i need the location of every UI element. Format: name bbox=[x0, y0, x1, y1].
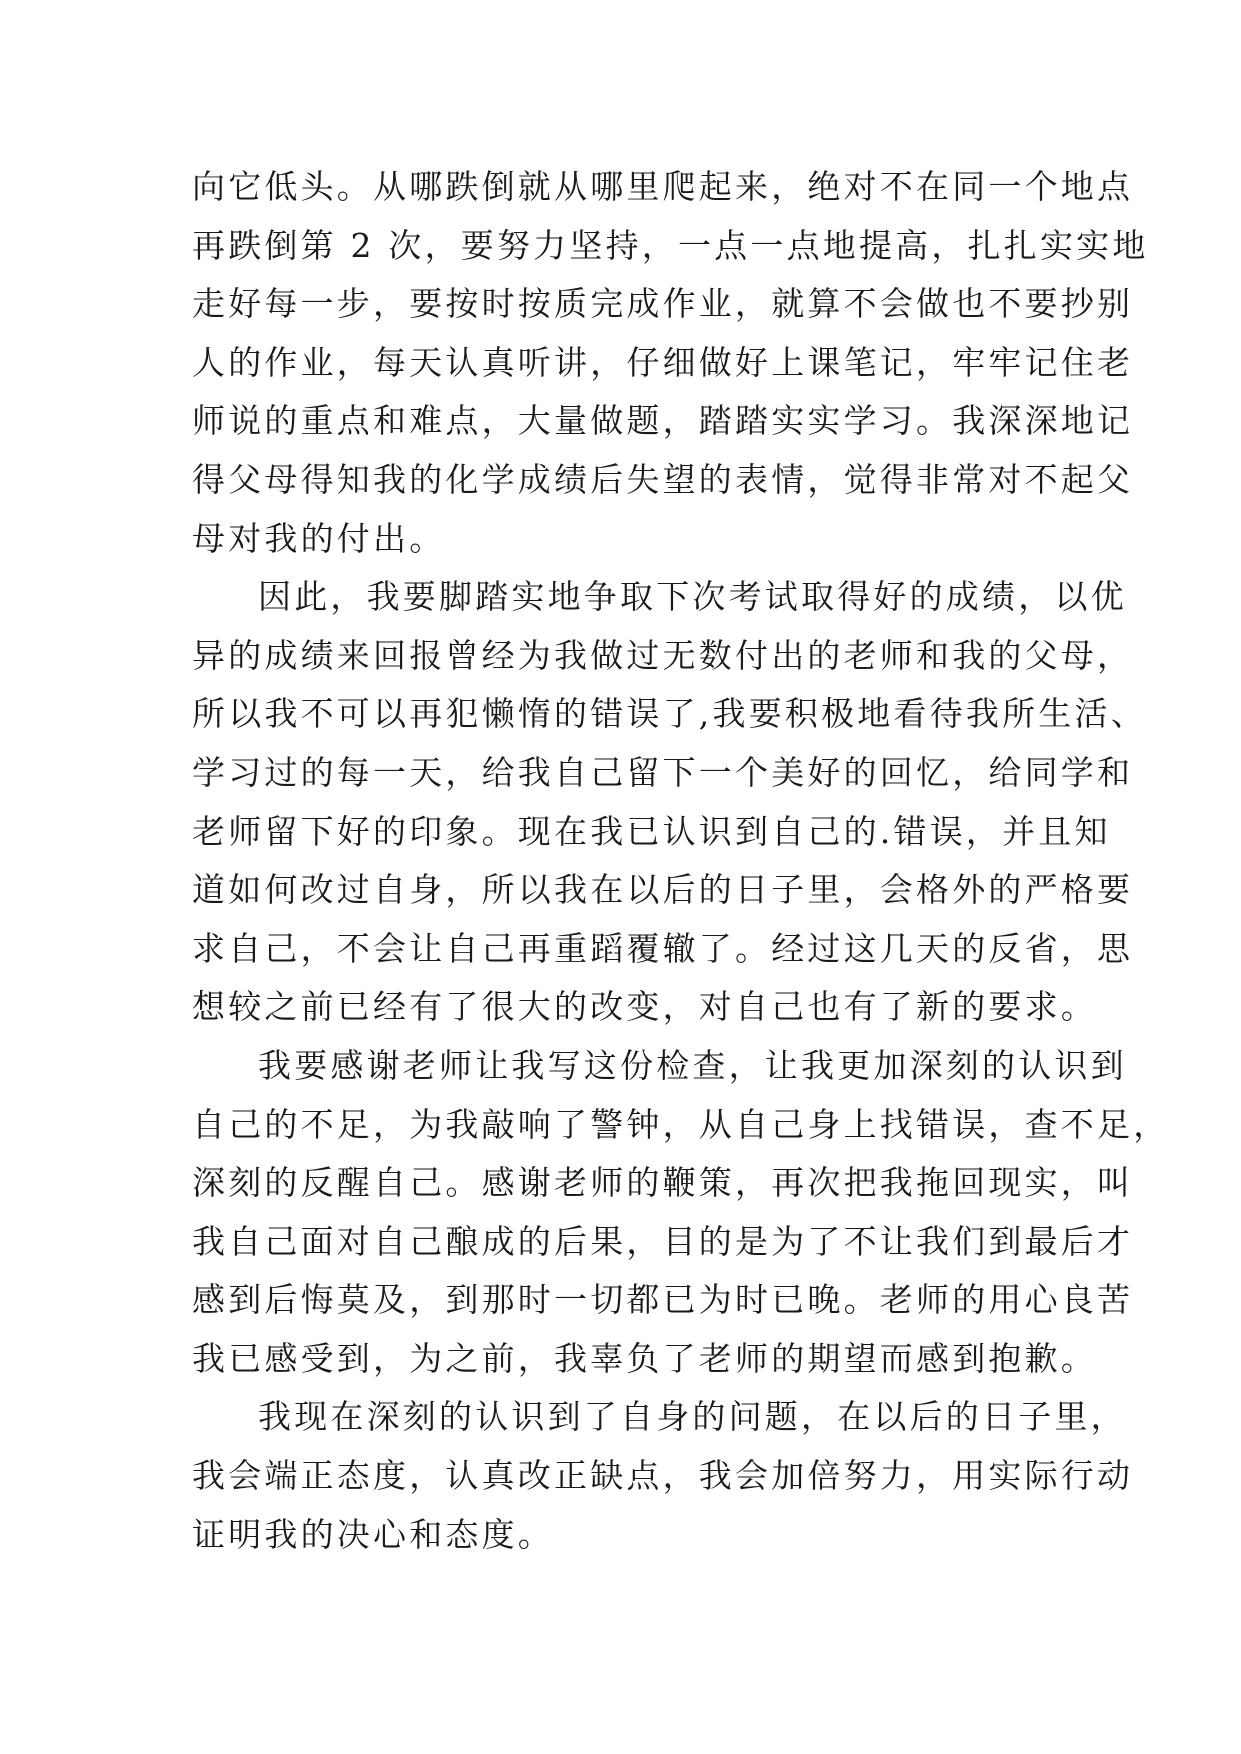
text-line: 异的成绩来回报曾经为我做过无数付出的老师和我的父母， bbox=[192, 635, 1134, 675]
text-line: 想较之前已经有了很大的改变，对自己也有了新的要求。 bbox=[192, 987, 1097, 1027]
text-line: 师说的重点和难点，大量做题，踏踏实实学习。我深深地记 bbox=[192, 401, 1134, 441]
text-line: 我自己面对自己酿成的后果，目的是为了不让我们到最后才 bbox=[192, 1221, 1134, 1261]
text-line: 母对我的付出。 bbox=[192, 518, 446, 558]
text-line: 求自己，不会让自己再重蹈覆辙了。经过这几天的反省，思 bbox=[192, 928, 1134, 968]
text-line: 感到后悔莫及，到那时一切都已为时已晚。老师的用心良苦 bbox=[192, 1280, 1134, 1320]
text-line: 得父母得知我的化学成绩后失望的表情，觉得非常对不起父 bbox=[192, 459, 1134, 499]
text-line: 人的作业，每天认真听讲，仔细做好上课笔记，牢牢记住老 bbox=[192, 342, 1134, 382]
text-line: 自己的不足，为我敲响了警钟，从自己身上找错误，查不足， bbox=[192, 1104, 1170, 1144]
text-line: 我会端正态度，认真改正缺点，我会加倍努力，用实际行动 bbox=[192, 1456, 1134, 1496]
text-line: 老师留下好的印象。现在我已认识到自己的.错误，并且知 bbox=[192, 811, 1111, 851]
paragraph-start-line: 我现在深刻的认识到了自身的问题，在以后的日子里， bbox=[258, 1397, 1127, 1437]
text-line: 证明我的决心和态度。 bbox=[192, 1514, 554, 1554]
text-line: 所以我不可以再犯懒惰的错误了,我要积极地看待我所生活、 bbox=[192, 694, 1147, 734]
text-line: 向它低头。从哪跌倒就从哪里爬起来，绝对不在同一个地点 bbox=[192, 167, 1134, 206]
text-line: 再跌倒第 2 次，要努力坚持，一点一点地提高，扎扎实实地 bbox=[192, 225, 1149, 265]
text-line: 深刻的反醒自己。感谢老师的鞭策，再次把我拖回现实，叫 bbox=[192, 1163, 1134, 1203]
body-text bbox=[192, 158, 1170, 1564]
text-line: 学习过的每一天，给我自己留下一个美好的回忆，给同学和 bbox=[192, 752, 1134, 792]
text-line: 我已感受到，为之前，我辜负了老师的期望而感到抱歉。 bbox=[192, 1338, 1097, 1378]
text-line: 走好每一步，要按时按质完成作业，就算不会做也不要抄别 bbox=[192, 284, 1134, 324]
text-line: 道如何改过自身，所以我在以后的日子里，会格外的严格要 bbox=[192, 870, 1134, 910]
paragraph-start-line: 我要感谢老师让我写这份检查，让我更加深刻的认识到 bbox=[258, 1045, 1127, 1085]
paragraph-start-line: 因此，我要脚踏实地争取下次考试取得好的成绩，以优 bbox=[258, 577, 1127, 617]
